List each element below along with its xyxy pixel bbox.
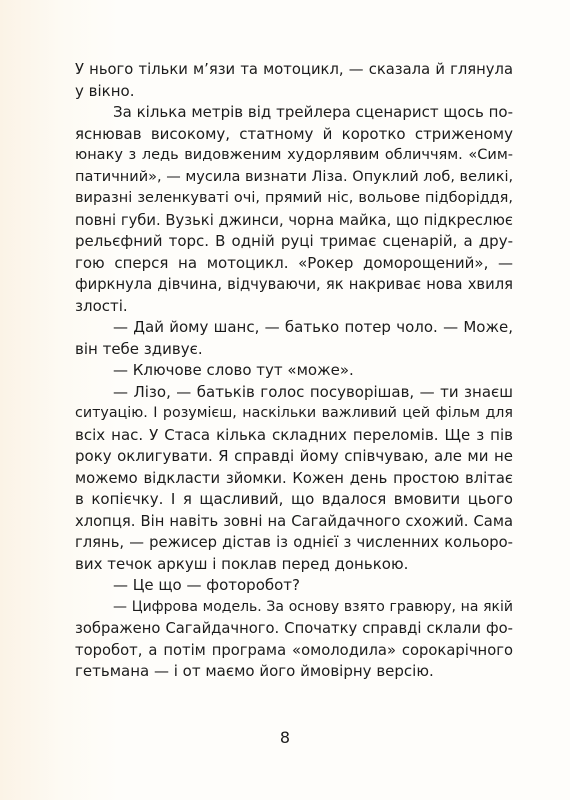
text-line: гою сперся на мотоцикл. «Рокер доморощений», — (75, 253, 513, 272)
page-number: 8 (279, 728, 291, 747)
text-line: у вікно. (75, 81, 135, 100)
text-line: гетьмана — і от маємо його ймовірну версію. (75, 662, 434, 680)
text-line: — Ключове слово тут «може». (113, 361, 354, 379)
text-line: ситуацію. І розумієш, наскільки важливий цей фільм для (75, 405, 513, 421)
text-line: в копієчку. І я щасливий, що вдалося вмовити цього (75, 490, 513, 508)
text-line: У нього тільки м’язи та мотоцикл, — сказала й глянула (75, 61, 513, 78)
text-line: можемо відкласти зйомки. Кожен день простою влітає (75, 469, 513, 487)
text-line: виразні зеленкуваті очі, прямий ніс, вольове підборіддя, (75, 190, 513, 206)
text-line: — Дай йому шанс, — батько потер чоло. — Може, (113, 318, 513, 336)
text-line: вих течок аркуш і поклав перед донькою. (75, 554, 409, 573)
text-line: — Цифрова модель. За основу взято гравюру, на якій (113, 598, 513, 615)
text-line: хлопця. Він навіть зовні на Сагайдачного схожий. Сама (75, 512, 513, 530)
text-line: фиркнула дівчина, відчуваючи, як накриває нова хвиля (75, 276, 513, 293)
text-line: повні губи. Вузькі джинси, чорна майка, що підкреслює (75, 211, 513, 229)
text-line: він тебе здивує. (75, 339, 203, 358)
text-line: глянь, — режисер дістав із однієї з численних кольоро- (75, 534, 513, 551)
text-line: зображено Сагайдачного. Спочатку справді склали фо- (75, 620, 513, 637)
text-line: патичний», — мусила визнати Ліза. Опуклий лоб, великі, (75, 168, 513, 185)
text-line: За кілька метрів від трейлера сценарист щось по- (113, 103, 513, 121)
text-line: всіх нас. У Стаса кілька складних переломів. Ще з пів (75, 425, 513, 444)
text-line: — Це що — фоторобот? (113, 576, 300, 594)
text-line: злості. (75, 296, 128, 315)
text-line: року оклигувати. Я справді йому співчуваю, але ми не (75, 447, 513, 465)
text-line: — Лізо, — батьків голос посуворішав, — ти знаєш (113, 382, 513, 401)
text-line: торобот, а потім програма «омолодила» сорокарічного (75, 641, 513, 659)
body-text (75, 59, 513, 683)
text-line: юнаку з ледь видовженим худорлявим обличчям. «Сим- (75, 147, 513, 163)
text-line: яснював високому, статному й коротко стриженому (75, 124, 513, 143)
text-line: рельєфний торс. В одній руці тримає сценарій, а дру- (75, 232, 513, 250)
